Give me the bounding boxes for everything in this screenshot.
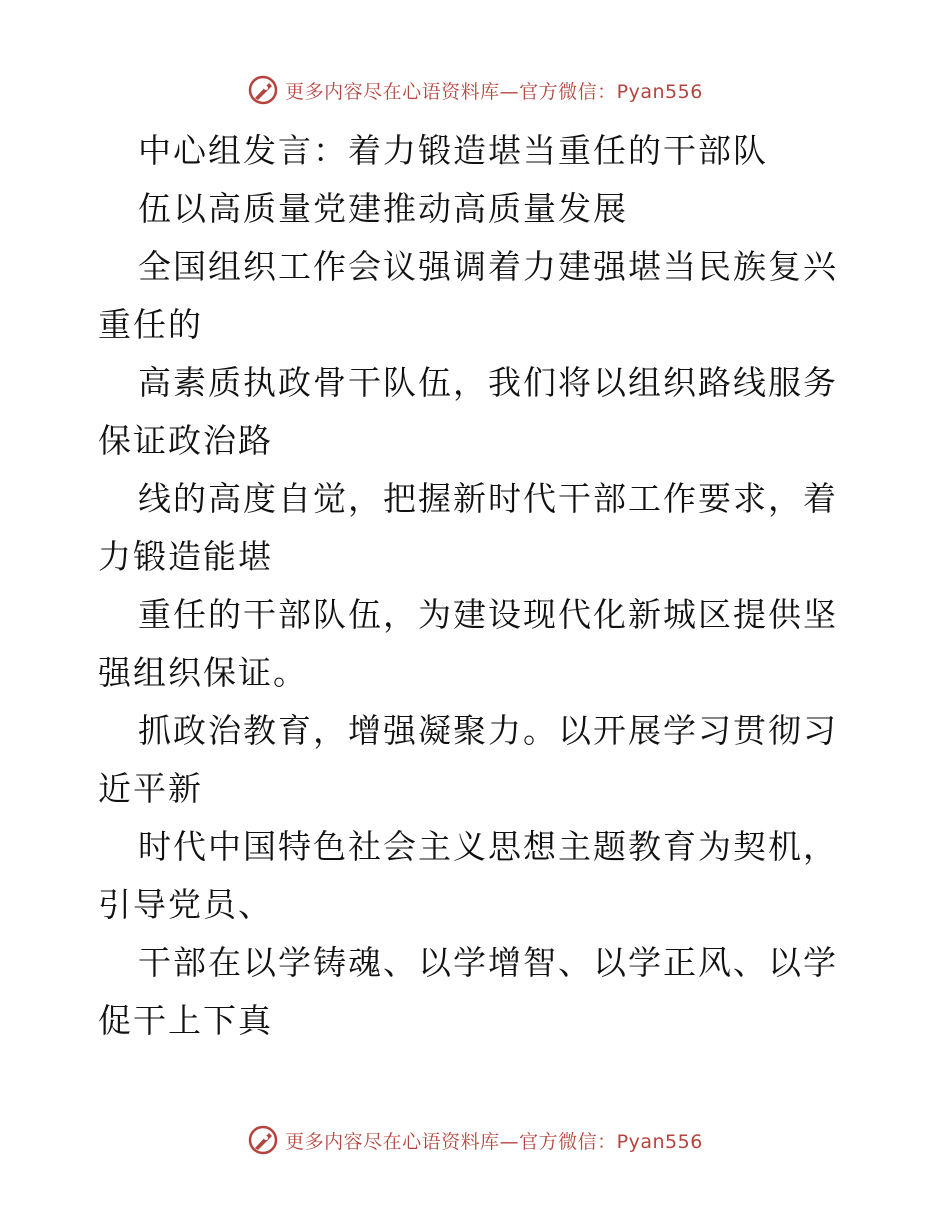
paragraph: 重任的干部队伍，为建设现代化新城区提供坚强组织保证。: [98, 595, 838, 692]
footer-banner: [0, 1120, 950, 1160]
pen-seal-icon: [247, 1124, 279, 1156]
header-banner: [0, 70, 950, 110]
title-line-2: 伍以高质量党建推动高质量发展: [138, 189, 628, 228]
title-line-1: 中心组发言：着力锻造堪当重任的干部队: [138, 131, 768, 170]
paragraph: 抓政治教育，增强凝聚力。以开展学习贯彻习近平新: [98, 711, 838, 808]
document-body: [98, 122, 858, 1050]
paragraph: 线的高度自觉，把握新时代干部工作要求，着力锻造能堪: [98, 479, 838, 576]
banner-text: 更多内容尽在心语资料库—官方微信：Pyan556: [285, 1130, 703, 1153]
banner-text: 更多内容尽在心语资料库—官方微信：Pyan556: [285, 80, 703, 103]
paragraph: 全国组织工作会议强调着力建强堪当民族复兴重任的: [98, 247, 838, 344]
pen-seal-icon: [247, 74, 279, 106]
paragraph: 干部在以学铸魂、以学增智、以学正风、以学促干上下真: [98, 943, 838, 1040]
paragraph: 时代中国特色社会主义思想主题教育为契机，引导党员、: [98, 827, 838, 924]
paragraph: 高素质执政骨干队伍，我们将以组织路线服务保证政治路: [98, 363, 838, 460]
